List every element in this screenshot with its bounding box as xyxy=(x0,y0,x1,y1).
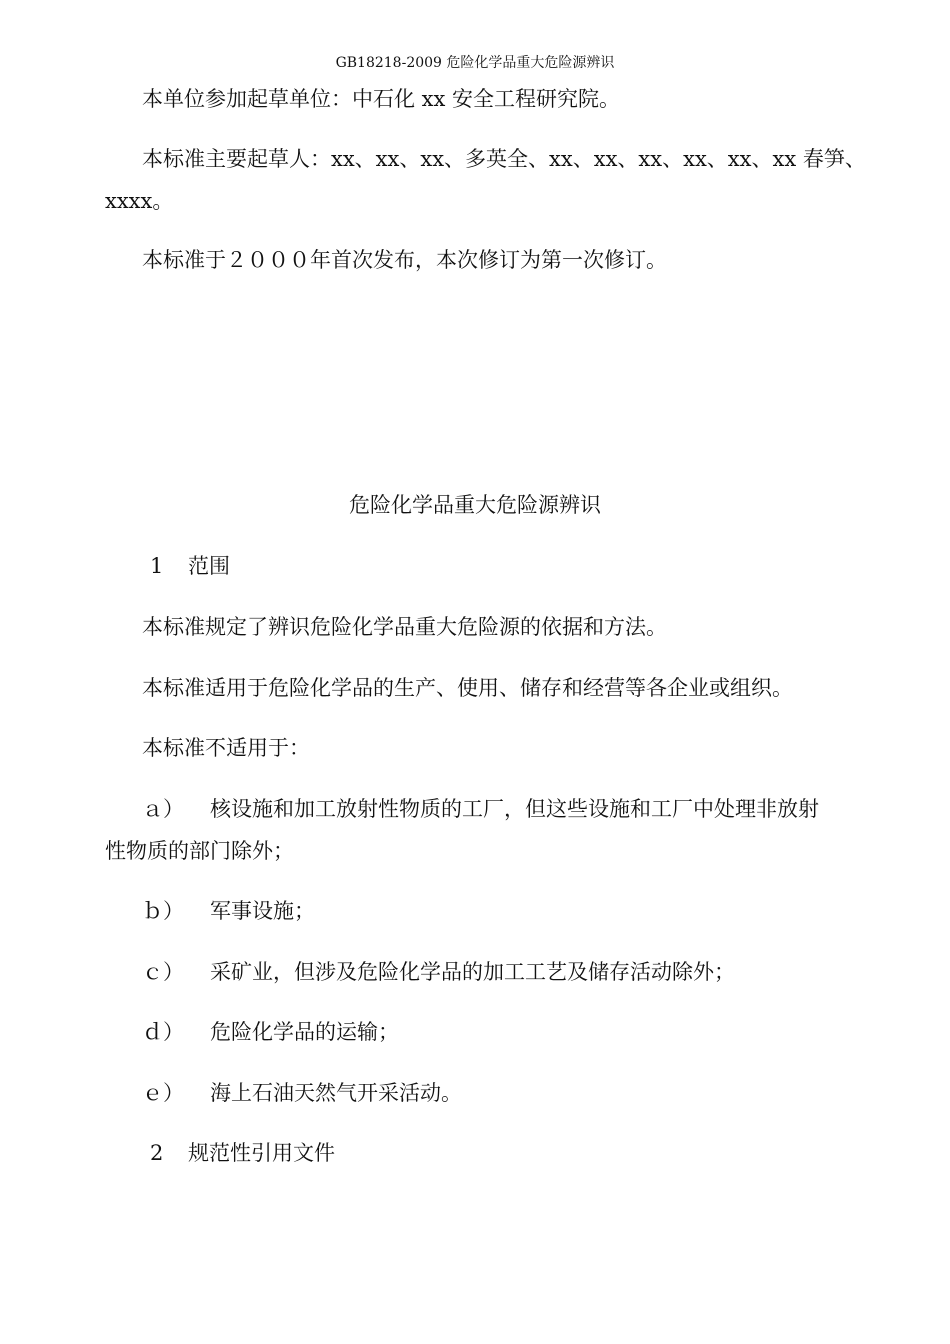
list-item-label: ｂ） xyxy=(142,899,184,923)
list-item xyxy=(142,1078,462,1108)
list-item-text: 军事设施； xyxy=(210,899,315,923)
section-title: 规范性引用文件 xyxy=(188,1141,335,1165)
list-item-text: 危险化学品的运输； xyxy=(210,1020,399,1044)
scope-paragraph-2: 本标准适用于危险化学品的生产、使用、储存和经营等各企业或组织。 xyxy=(142,676,793,700)
list-item-continuation: 性物质的部门除外； xyxy=(105,839,294,863)
participating-unit-paragraph: 本单位参加起草单位：中石化 xx 安全工程研究院。 xyxy=(142,87,621,111)
list-item-text: 核设施和加工放射性物质的工厂，但这些设施和工厂中处理非放射 xyxy=(210,797,819,821)
section-1-heading xyxy=(142,551,230,581)
list-item xyxy=(142,1017,399,1047)
scope-paragraph-1: 本标准规定了辨识危险化学品重大危险源的依据和方法。 xyxy=(142,615,667,639)
section-title: 范围 xyxy=(188,554,230,578)
list-item-label: ａ） xyxy=(142,797,184,821)
document-title: 危险化学品重大危险源辨识 xyxy=(349,493,601,517)
list-item-text: 采矿业，但涉及危险化学品的加工工艺及储存活动除外； xyxy=(210,960,735,984)
section-2-heading xyxy=(142,1138,335,1168)
drafters-paragraph-line1: 本标准主要起草人：xx、xx、xx、多英全、xx、xx、xx、xx、xx、xx 春笋、 xyxy=(142,147,866,171)
list-item xyxy=(142,957,735,987)
list-item-label: ｃ） xyxy=(142,960,184,984)
scope-paragraph-3: 本标准不适用于： xyxy=(142,736,310,760)
list-item-label: ｄ） xyxy=(142,1020,184,1044)
drafters-paragraph-line2: xxxx。 xyxy=(105,189,174,213)
section-number: 1 xyxy=(150,554,164,578)
section-number: 2 xyxy=(150,1141,164,1165)
list-item xyxy=(142,794,819,824)
list-item-label: ｅ） xyxy=(142,1081,184,1105)
list-item xyxy=(142,896,315,926)
running-header: GB18218-2009 危险化学品重大危险源辨识 xyxy=(335,55,615,71)
release-history-paragraph: 本标准于２０００年首次发布，本次修订为第一次修订。 xyxy=(142,248,667,272)
list-item-text: 海上石油天然气开采活动。 xyxy=(210,1081,462,1105)
